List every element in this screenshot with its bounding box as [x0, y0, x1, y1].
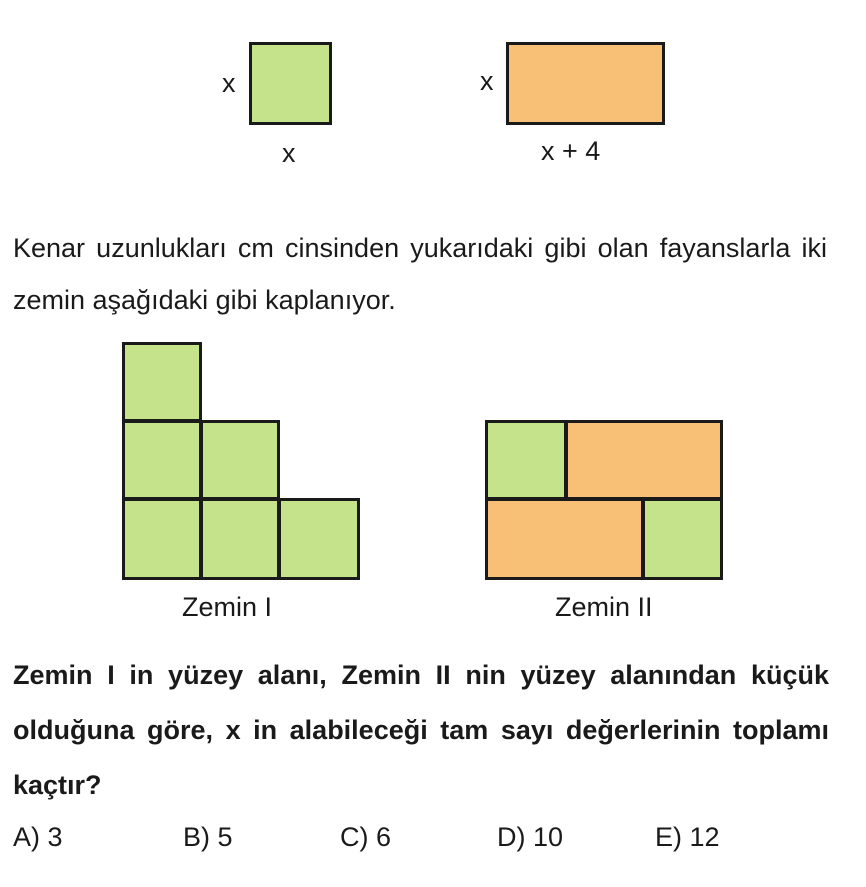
zemin-1-tile [122, 498, 202, 580]
rectangle-bottom-label: x + 4 [541, 136, 601, 166]
square-bottom-label: x [282, 138, 296, 168]
zemin-2-square-tile [485, 420, 567, 500]
choice-d[interactable]: D) 10 [497, 822, 564, 852]
zemin-2-caption: Zemin II [555, 592, 653, 622]
choice-b[interactable]: B) 5 [183, 822, 233, 852]
choice-e[interactable]: E) 12 [655, 822, 720, 852]
zemin-1-tile [122, 420, 202, 500]
rectangle-tile [506, 42, 665, 125]
intro-text: Kenar uzunlukları cm cinsinden yukarıdaki gibi olan fayanslarla iki zemin aşağıdaki gibi kaplanıyor. [13, 233, 827, 315]
choice-a[interactable]: A) 3 [13, 822, 63, 852]
rectangle-side-label: x [480, 66, 494, 96]
square-side-label: x [222, 68, 236, 98]
zemin-2-square-tile [642, 498, 723, 580]
zemin-1-tile [278, 498, 360, 580]
question-text: Zemin I in yüzey alanı, Zemin II nin yüzey alanından küçük olduğuna göre, x in alabileceği tam sayı değerlerinin toplamı kaçtır? [13, 660, 829, 800]
zemin-1-tile [200, 420, 280, 500]
zemin-2-rectangle-tile [485, 498, 644, 580]
zemin-2-rectangle-tile [565, 420, 723, 500]
zemin-1-caption: Zemin I [182, 592, 273, 622]
zemin-1-tile [200, 498, 280, 580]
choice-c[interactable]: C) 6 [340, 822, 392, 852]
zemin-1-tile [122, 342, 202, 422]
square-tile [249, 42, 332, 125]
